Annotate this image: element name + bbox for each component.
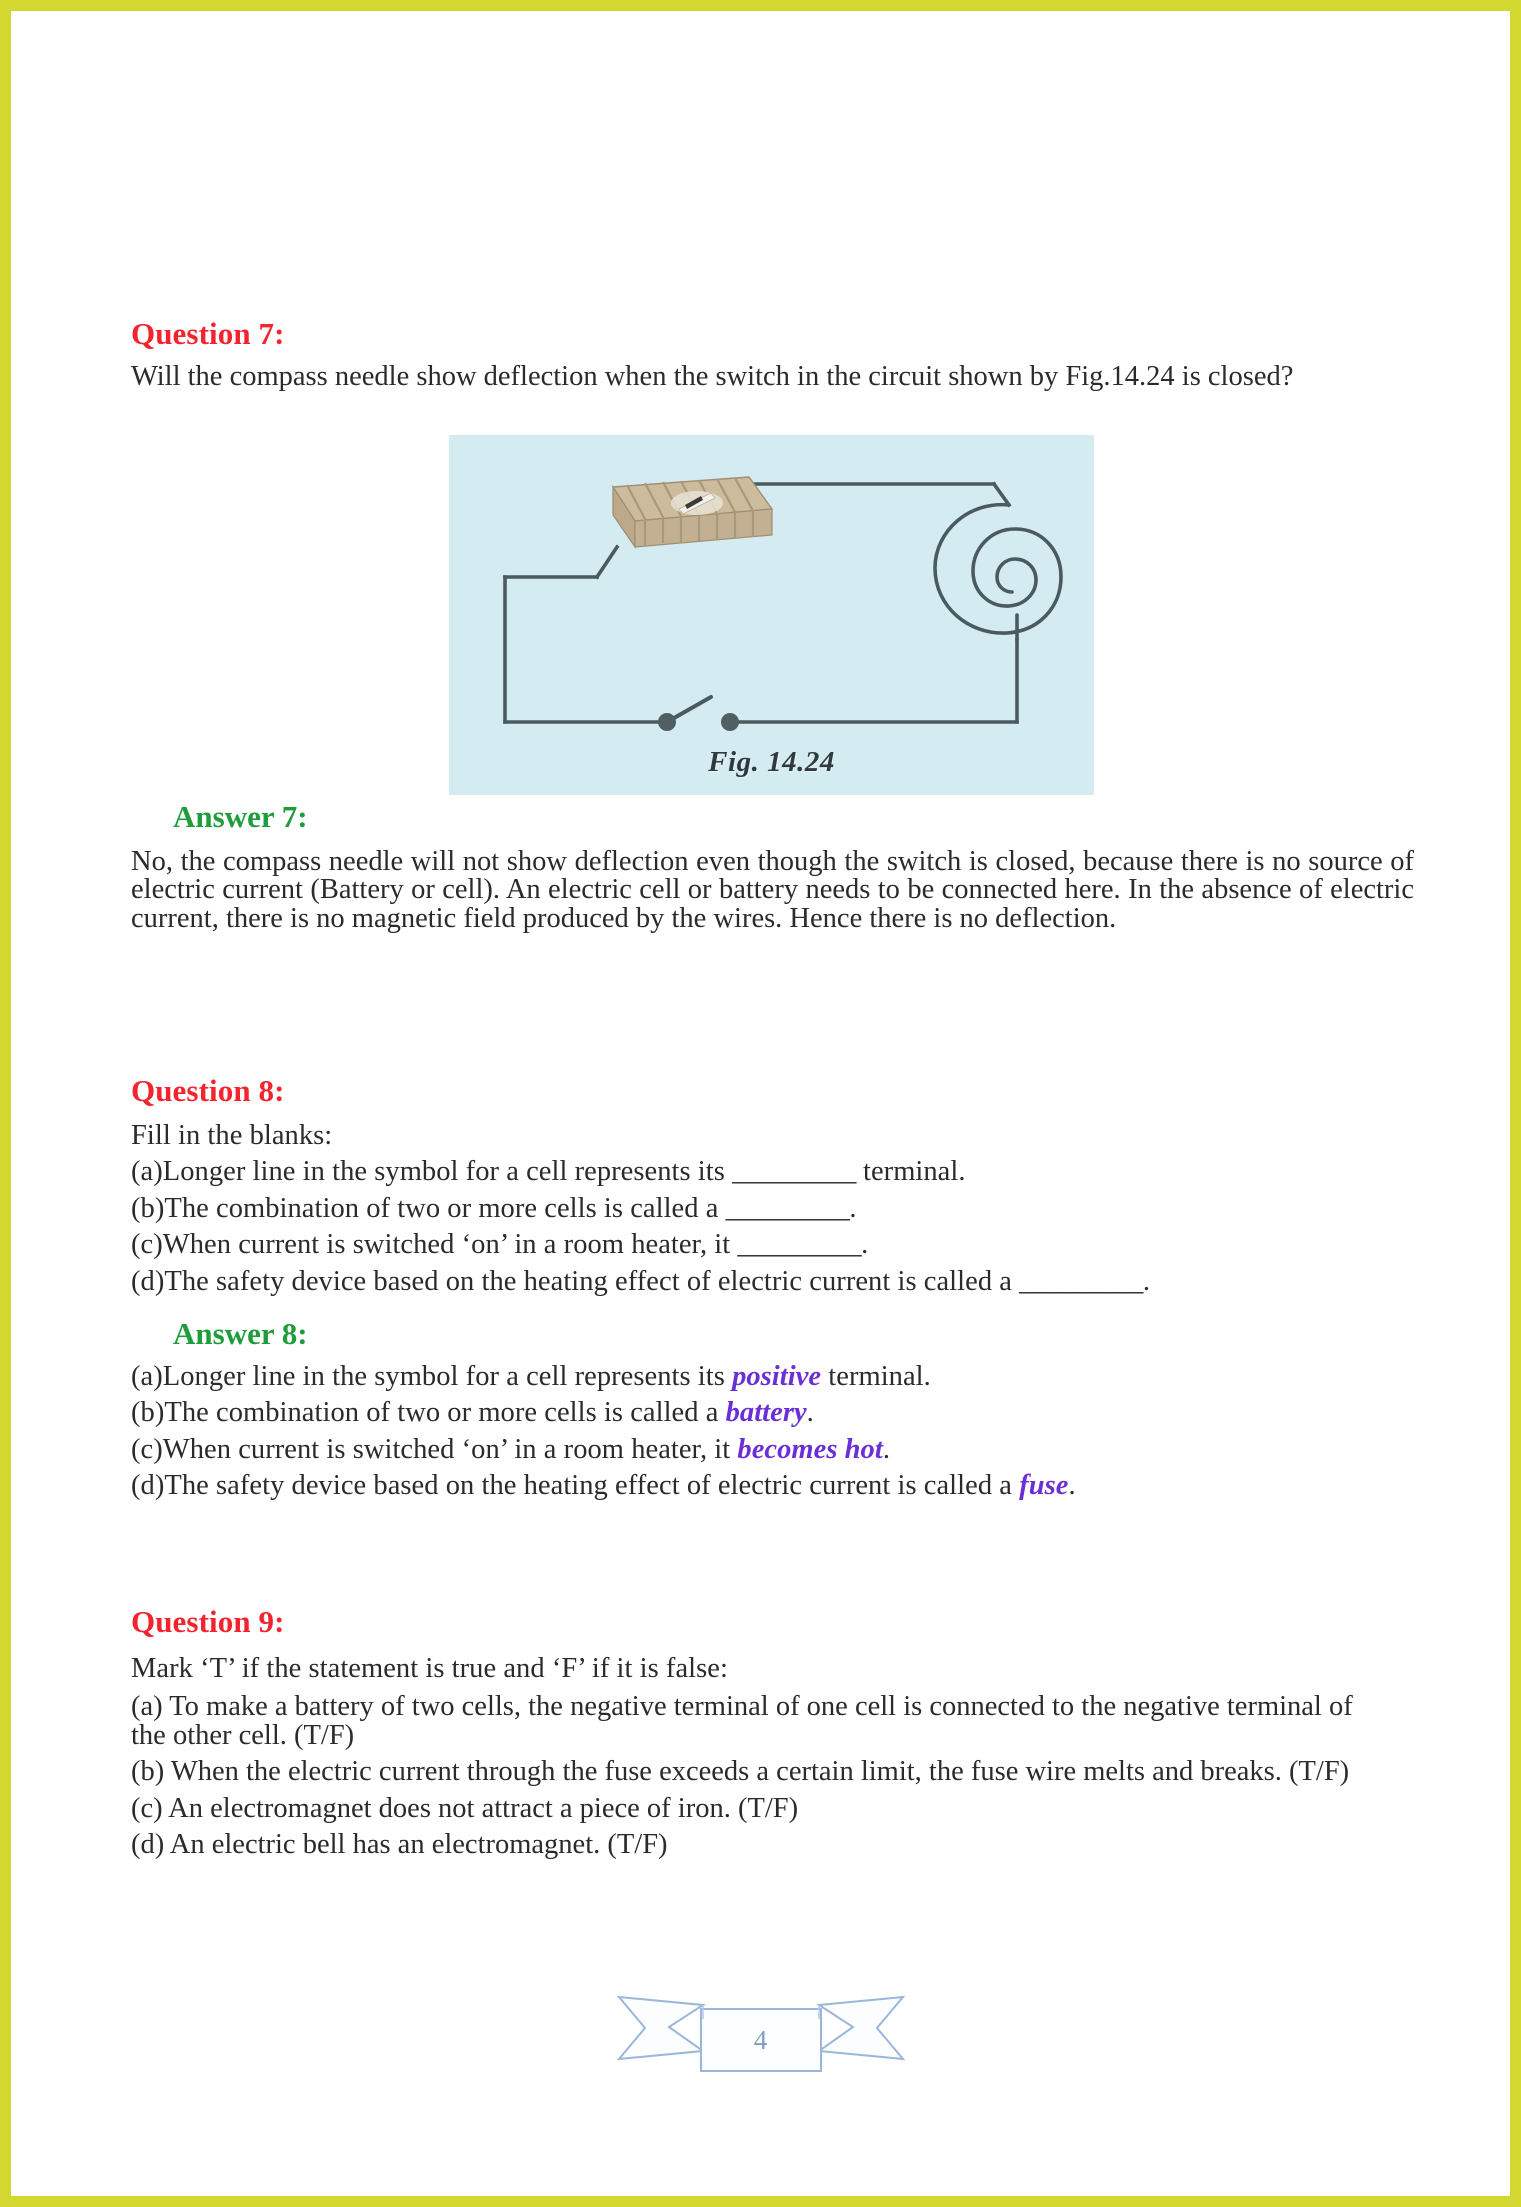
wooden-block-with-coil (613, 477, 772, 547)
page-number: 4 (753, 2025, 768, 2055)
item-c-label: (c) (131, 1229, 163, 1261)
switch-contact-right (721, 713, 739, 731)
question-9-intro: Mark ‘T’ if the statement is true and ‘F’ if it is false: (131, 1652, 728, 1684)
answer-b-label: (b) (131, 1397, 165, 1429)
answer-d-label: (d) (131, 1470, 165, 1502)
answer-a-keyword: positive (732, 1360, 822, 1392)
question-7-block (131, 316, 1416, 391)
switch-contact-left (658, 713, 676, 731)
answer-c-label: (c) (131, 1433, 163, 1465)
question-8-item-a (131, 1158, 1416, 1187)
answer-7-heading: Answer 7: (173, 799, 308, 834)
page-footer-ribbon (611, 1979, 911, 2074)
figure-14-24 (449, 435, 1094, 795)
answer-8-block (131, 1316, 1416, 1501)
answer-b-after: . (806, 1397, 814, 1429)
answer-a-before: Longer line in the symbol for a cell represents its (162, 1360, 733, 1392)
question-9-block (131, 1604, 1416, 1860)
answer-c-keyword: becomes hot (737, 1433, 883, 1465)
question-8-item-d (131, 1265, 1416, 1297)
item-c-after: . (861, 1229, 869, 1261)
answer-b-before: The combination of two or more cells is called a (164, 1397, 726, 1429)
answer-d-keyword: fuse (1019, 1470, 1069, 1502)
item-d-blank: _________ (1019, 1265, 1143, 1297)
question-9-heading: Question 9: (131, 1604, 285, 1639)
item-c-blank: _________ (737, 1229, 862, 1261)
spiral-coil-icon (935, 505, 1061, 640)
answer-8-item-d (131, 1472, 1416, 1501)
question-7-text: Will the compass needle show deflection when the switch in the circuit shown by Fig.14.24 is closed? (131, 360, 1294, 392)
answer-d-before: The safety device based on the heating effect of electric current is called a (164, 1470, 1020, 1502)
figure-caption: Fig. 14.24 (708, 746, 835, 778)
question-8-block (131, 1073, 1416, 1296)
item-b-after: . (849, 1192, 857, 1224)
answer-8-heading: Answer 8: (173, 1316, 308, 1351)
question-7-heading: Question 7: (131, 316, 285, 351)
answer-7-text: No, the compass needle will not show deflection even though the switch is closed, because there is no source of electric current (Battery or cell). An electric cell or battery needs to be connected here. In the absence of electric current, there is no magnetic field produced by the wires. Hence there is no deflection. (131, 845, 1414, 934)
answer-7-block (131, 799, 1416, 933)
item-a-blank: _________ (732, 1156, 856, 1188)
item-b-before: The combination of two or more cells is called a (164, 1192, 726, 1224)
question-8-item-b (131, 1192, 1416, 1224)
item-a-label: (a) (131, 1156, 163, 1188)
answer-a-after: terminal. (821, 1360, 931, 1392)
question-9-item-a: (a) To make a battery of two cells, the negative terminal of one cell is connected to the negative terminal of the other cell. (T/F) (131, 1691, 1353, 1751)
answer-c-before: When current is switched ‘on’ in a room heater, it (162, 1433, 738, 1465)
compass-needle (671, 491, 723, 515)
answer-b-keyword: battery (725, 1397, 807, 1429)
answer-8-item-a (131, 1360, 1416, 1392)
item-d-before: The safety device based on the heating effect of electric current is called a (164, 1265, 1020, 1297)
question-8-heading: Question 8: (131, 1073, 285, 1108)
item-d-after: . (1142, 1265, 1151, 1297)
question-9-item-c: (c) An electromagnet does not attract a piece of iron. (T/F) (131, 1792, 799, 1824)
answer-c-after: . (882, 1433, 891, 1465)
answer-8-item-c (131, 1433, 1416, 1465)
answer-a-label: (a) (131, 1360, 163, 1392)
item-d-label: (d) (131, 1265, 165, 1297)
wire-block-lead (597, 547, 617, 577)
question-9-item-b: (b) When the electric current through the fuse exceeds a certain limit, the fuse wire melts and breaks. (T/F) (131, 1756, 1350, 1788)
circuit-diagram-svg (449, 435, 1094, 795)
open-switch (658, 697, 739, 731)
question-8-intro: Fill in the blanks: (131, 1119, 333, 1151)
item-a-after: terminal. (855, 1156, 966, 1188)
answer-8-item-b (131, 1399, 1416, 1428)
item-b-blank: _________ (725, 1192, 850, 1224)
item-c-before: When current is switched ‘on’ in a room heater, it (162, 1229, 738, 1261)
page-sheet (11, 11, 1510, 2196)
answer-d-after: . (1068, 1470, 1076, 1502)
question-9-item-d: (d) An electric bell has an electromagnet. (T/F) (131, 1829, 668, 1861)
item-a-before: Longer line in the symbol for a cell represents its (162, 1156, 733, 1188)
wire-top-right-corner (994, 484, 1009, 505)
item-b-label: (b) (131, 1192, 165, 1224)
question-8-item-c (131, 1231, 1416, 1260)
